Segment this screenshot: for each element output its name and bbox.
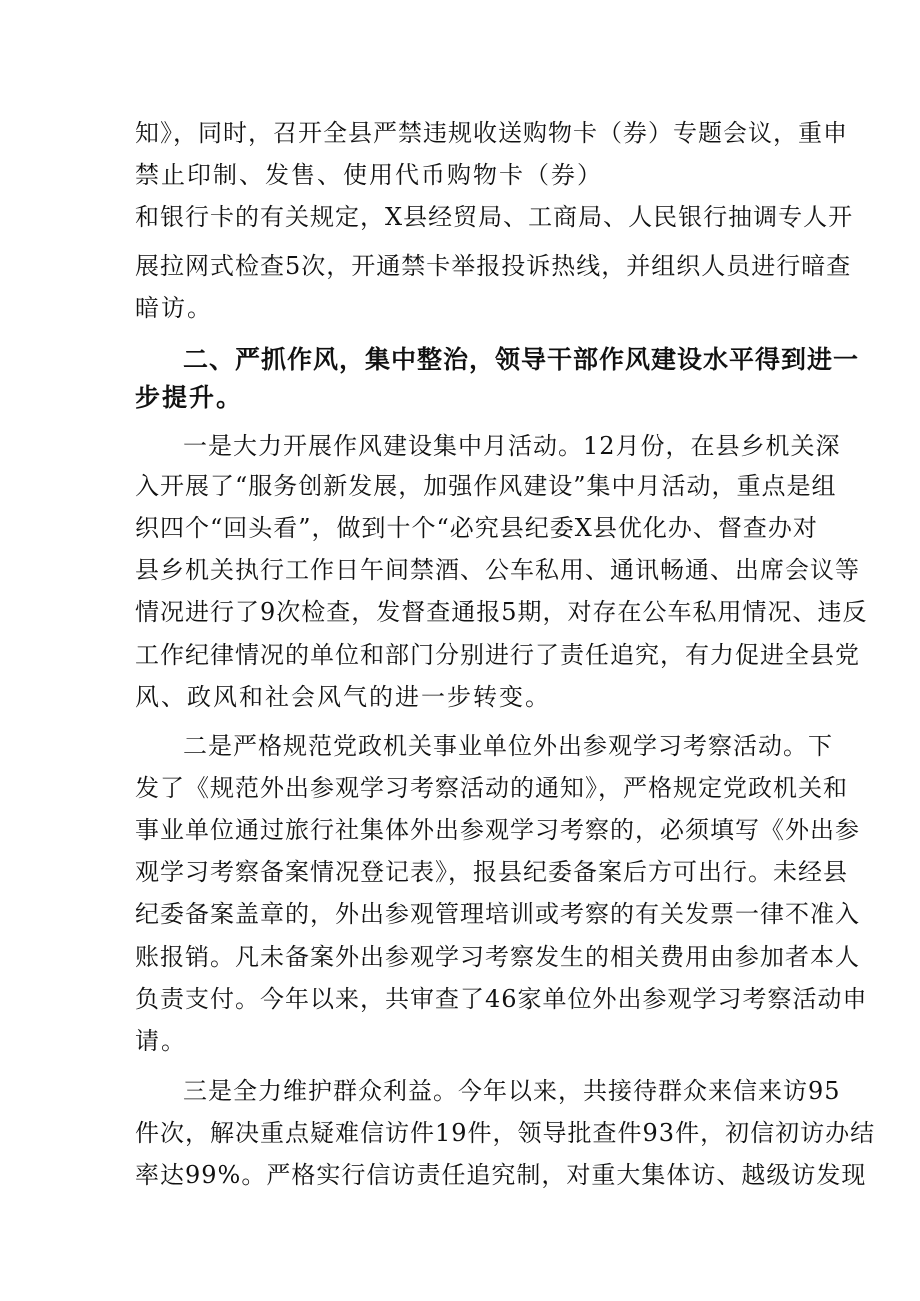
document-page xyxy=(135,0,876,1301)
text-line: 入开展了“服务创新发展，加强作风建设”集中月活动，重点是组 xyxy=(135,472,837,500)
text-line: 发了《规范外出参观学习考察活动的通知》，严格规定党政机关和 xyxy=(135,774,848,802)
text-line: 展拉网式检查5次，开通禁卡举报投诉热线，并组织人员进行暗查 xyxy=(135,252,852,280)
text-line: 二是严格规范党政机关事业单位外出参观学习考察活动。下 xyxy=(183,732,833,760)
text-line: 一是大力开展作风建设集中月活动。12月份，在县乡机关深 xyxy=(183,432,841,460)
text-line: 织四个“回头看”，做到十个“必究县纪委X县优化办、督查办对 xyxy=(135,514,818,542)
text-line: 暗访。 xyxy=(135,294,213,322)
heading-line: 步提升。 xyxy=(135,383,244,412)
text-line: 县乡机关执行工作日午间禁酒、公车私用、通讯畅通、出席会议等 xyxy=(135,556,860,584)
text-line: 率达99%。严格实行信访责任追究制，对重大集体访、越级访发现 xyxy=(135,1161,867,1189)
text-line: 件次，解决重点疑难信访件19件，领导批查件93件，初信初访办结 xyxy=(135,1119,876,1147)
text-line: 负责支付。今年以来，共审查了46家单位外出参观学习考察活动申 xyxy=(135,985,868,1013)
text-line: 三是全力维护群众利益。今年以来，共接待群众来信来访95 xyxy=(183,1077,841,1105)
heading-line: 二、严抓作风，集中整治，领导干部作风建设水平得到进一 xyxy=(183,345,860,374)
text-line: 风、政风和社会风气的进一步转变。 xyxy=(135,683,551,711)
text-line: 禁止印制、发售、使用代币购物卡（券） xyxy=(135,161,603,189)
text-line: 账报销。凡未备案外出参观学习考察发生的相关费用由参加者本人 xyxy=(135,943,860,971)
text-line: 观学习考察备案情况登记表》，报县纪委备案后方可出行。未经县 xyxy=(135,858,848,886)
text-line: 工作纪律情况的单位和部门分别进行了责任追究，有力促进全县党 xyxy=(135,641,860,669)
text-line: 事业单位通过旅行社集体外出参观学习考察的，必须填写《外出参 xyxy=(135,816,860,844)
text-line: 情况进行了9次检查，发督查通报5期，对存在公车私用情况、违反 xyxy=(135,598,868,626)
text-line: 和银行卡的有关规定，X县经贸局、工商局、人民银行抽调专人开 xyxy=(135,203,854,231)
text-line: 纪委备案盖章的，外出参观管理培训或考察的有关发票一律不准入 xyxy=(135,900,860,928)
text-line: 知》，同时，召开全县严禁违规收送购物卡（券）专题会议，重申 xyxy=(135,119,848,147)
text-line: 请。 xyxy=(135,1027,187,1055)
